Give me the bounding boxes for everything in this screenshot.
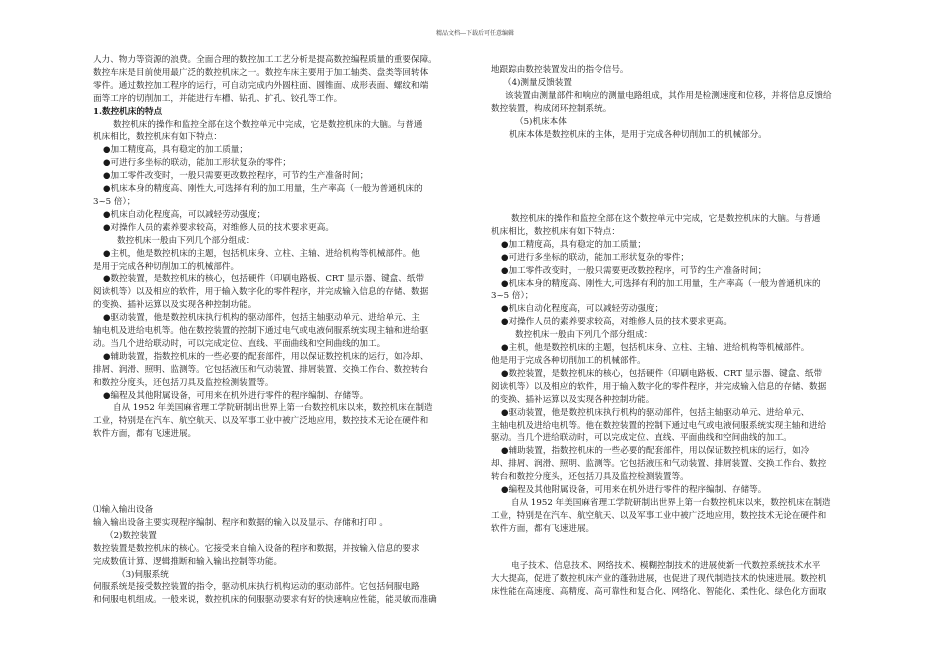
text-line: 的变换、插补运算以及实现各种控制功能。 bbox=[93, 300, 257, 311]
text-line: 数控车床是目前使用最广泛的数控机床之一。数控车床主要用于加工轴类、盘类等回转体 bbox=[93, 67, 429, 78]
text-line: 数控机床一般由下列几个部分组成： bbox=[515, 330, 653, 341]
right-development-block bbox=[491, 560, 886, 599]
text-line: ●驱动装置，他是数控机床执行机构的驱动部件，包括主轴驱动单元、进给单元、主 bbox=[103, 313, 420, 324]
text-line: 机床相比，数控机床有如下特点： bbox=[491, 226, 620, 237]
text-line: ●加工零件改变时，一般只需要更改数控程序，可节约生产准备时间； bbox=[103, 171, 369, 182]
text-line: 他是用于完成各种切削加工的机械部件。 bbox=[491, 355, 646, 366]
text-line: 工业，特别是在汽车、航空航天、以及军事工业中被广泛地应用，数控技术无论在硬件和 bbox=[93, 416, 429, 427]
text-line: ●主机，他是数控机床的主题，包括机床身、立柱、主轴、进给机构等机械部件。他 bbox=[103, 248, 420, 259]
text-line: 动。当几个进给联动时，可以完成定位、直线、平面曲线和空间曲线的加工。 bbox=[93, 338, 386, 349]
text-line: 软件方面，都有飞速进展。 bbox=[491, 523, 595, 534]
text-line: 数控装置，构成闭环控制系统。 bbox=[491, 103, 612, 114]
text-line: ●加工精度高，具有稳定的加工质量； bbox=[501, 239, 646, 250]
text-line: （2)数控装置 bbox=[105, 530, 157, 541]
text-line: ●编程及其他附属设备，可用来在机外进行零件的程序编制、存储等。 bbox=[501, 485, 767, 496]
text-line: 电子技术、信息技术、网络技术、模糊控制技术的进展使新一代数控系统技术水平 bbox=[511, 561, 821, 571]
text-line: 数控装置是数控机床的核心。它接受来自输入设备的程序和数据，并按输入信息的要求 bbox=[93, 543, 420, 554]
text-line: ●辅助装置，指数控机床的一些必要的配套部件，用以保证数控机床的运行，如冷却、 bbox=[103, 351, 429, 362]
right-intro-block bbox=[491, 64, 886, 141]
text-line: 和数控分度头，还包括刀具及监控检测装置等。 bbox=[93, 377, 274, 388]
text-line: 该装置由测量部件和响应的测量电路组成，其作用是检测速度和位移，并将信息反馈给 bbox=[505, 90, 832, 101]
text-line: 大大提高，促进了数控机床产业的蓬勃进展，也促进了现代制造技术的快速进展。数控机 bbox=[491, 573, 827, 584]
left-intro-block bbox=[93, 54, 486, 441]
text-line: 阅读机等）以及相应的软件，用于输入数字化的零件程序，并完成输入信息的存储、数据 bbox=[491, 381, 827, 392]
text-line: 转台和数控分度头，还包括刀具及监控检测装置等。 bbox=[491, 472, 689, 483]
text-line: 驱动。当几个进给联动时，可以完成定位、直线、平面曲线和空间曲线的加工。 bbox=[491, 433, 792, 444]
text-line: （3)伺服系统 bbox=[117, 569, 169, 580]
text-line: 床性能在高速度、高精度、高可靠性和复合化、网络化、智能化、柔性化、绿色化方面取 bbox=[491, 586, 827, 597]
text-line: 主轴电机及进给电机等。他在数控装置的控制下通过电气或电液伺服系统实现主轴和进给 bbox=[491, 420, 827, 431]
text-line: 数控机床的操作和监控全部在这个数控单元中完成，它是数控机床的大脑。与普通 bbox=[113, 119, 423, 130]
text-line: 地跟踪由数控装置发出的指令信号。 bbox=[491, 65, 629, 75]
text-line: 面等工序的切削加工，并能进行车槽、钻孔、扩孔、铰孔等工作。 bbox=[93, 93, 343, 104]
section-heading: 1.数控机床的特点 bbox=[93, 106, 163, 117]
text-line: ●驱动装置，他是数控机床执行机构的驱动部件，包括主轴驱动单元、进给单元、 bbox=[501, 407, 810, 418]
text-line: 排屑、润滑、照明、监测等。它包括液压和气动装置、排屑装置、交换工作台、数控转台 bbox=[93, 364, 429, 375]
text-line: ●可进行多坐标的联动，能加工形状复杂的零件； bbox=[501, 252, 689, 263]
text-line: 3~5 倍）； bbox=[491, 291, 534, 302]
text-line: 和伺服电机组成。一般来说，数控机床的伺服驱动要求有好的快速响应性能，能灵敏而准确 bbox=[93, 595, 437, 606]
text-line: 阅读机等）以及相应的软件，用于输入数字化的零件程序，并完成输入信息的存储、数据 bbox=[93, 287, 429, 298]
text-line: ●机床本身的精度高、刚性大,可选择有利的加工用量，生产率高（一般为普通机床的 bbox=[103, 184, 423, 195]
text-line: ●机床本身的精度高、刚性大,可选择有利的加工用量，生产率高（一般为普通机床的 bbox=[501, 278, 821, 289]
text-line: ●数控装置，是数控机床的核心，包括硬件（印刷电路板、CRT 显示器、键盒、纸带 bbox=[501, 368, 823, 379]
text-line: 却、排屑、润滑、照明、监测等。它包括液压和气动装置、排屑装置、交换工作台、数控 bbox=[491, 459, 827, 470]
text-line: 完成数值计算、逻辑推断和输入输出控制等功能。 bbox=[93, 556, 283, 567]
text-line: 人力、物力等资源的浪费。全面合理的数控加工工艺分析是提高数控编程质量的重要保障。 bbox=[93, 55, 437, 65]
left-column bbox=[93, 54, 486, 654]
text-line: ●编程及其他附属设备，可用来在机外进行零件的程序编制、存储等。 bbox=[103, 390, 369, 401]
text-line: 3~5 倍）； bbox=[93, 196, 136, 207]
text-line: ⑴输入输出设备 bbox=[93, 505, 154, 515]
text-line: 轴电机及进给电机等。他在数控装置的控制下通过电气或电液伺服系统实现主轴和进给驱 bbox=[93, 326, 429, 337]
text-line: ●机床自动化程度高，可以减轻劳动强度； bbox=[103, 209, 266, 220]
text-line: ●主机，他是数控机床的主题，包括机床身、立柱、主轴、进给机构等机械部件。 bbox=[501, 343, 810, 354]
text-line: ●加工零件改变时，一般只需要更改数控程序，可节约生产准备时间； bbox=[501, 265, 767, 276]
text-line: ●加工精度高，具有稳定的加工质量； bbox=[103, 145, 248, 156]
page-header: 精品文档---下载后可任意编辑 bbox=[435, 30, 515, 37]
text-line: ●数控装置，是数控机床的核心，包括硬件（印刷电路板、CRT 显示器、键盒、纸带 bbox=[103, 274, 425, 285]
text-line: 机床本体是数控机床的主体，是用于完成各种切削加工的机械部分。 bbox=[509, 129, 767, 140]
text-line: ●对操作人员的素养要求较高，对维修人员的技术要求更高。 bbox=[501, 317, 732, 328]
text-line: 软件方面，都有飞速进展。 bbox=[93, 429, 197, 440]
text-line: 自从 1952 年美国麻省理工学院研制出世界上第一台数控机床以来，数控机床在制造 bbox=[511, 497, 831, 508]
right-column bbox=[491, 64, 886, 664]
text-line: 伺服系统是接受数控装置的指令，驱动机床执行机构运动的驱动部件。它包括伺服电路 bbox=[93, 582, 420, 593]
text-line: 机床相比，数控机床有如下特点： bbox=[93, 132, 222, 143]
right-features-block bbox=[491, 213, 886, 536]
text-line: 的变换、插补运算以及实现各种控制功能。 bbox=[491, 394, 655, 405]
text-line: 零件。通过数控加工程序的运行，可自动完成内外圆柱面、圆锥面、成形表面、螺纹和端 bbox=[93, 80, 429, 91]
text-line: 是用于完成各种切削加工的机械部件。 bbox=[93, 261, 240, 272]
text-line: （4)测量反馈装置 bbox=[503, 77, 572, 88]
text-line: 数控机床的操作和监控全部在这个数控单元中完成，它是数控机床的大脑。与普通 bbox=[511, 214, 821, 224]
text-line: （5)机床本体 bbox=[515, 116, 567, 127]
text-line: ●机床自动化程度高，可以减轻劳动强度； bbox=[501, 304, 664, 315]
text-line: ●对操作人员的素养要求较高，对维修人员的技术要求更高。 bbox=[103, 222, 334, 233]
text-line: 数控机床一般由下列几个部分组成： bbox=[117, 235, 255, 246]
text-line: ●辅助装置，指数控机床的一些必要的配套部件，用以保证数控机床的运行，如冷 bbox=[501, 446, 810, 457]
text-line: ●可进行多坐标的联动，能加工形状复杂的零件； bbox=[103, 158, 291, 169]
text-line: 自从 1952 年美国麻省理工学院研制出世界上第一台数控机床以来，数控机床在制造 bbox=[113, 403, 433, 414]
left-components-block bbox=[93, 504, 486, 607]
text-line: 工业，特别是在汽车、航空航天、以及军事工业中被广泛地应用，数控技术无论在硬件和 bbox=[491, 510, 827, 521]
text-line: 输入输出设备主要实现程序编制、程序和数据的输入以及显示、存储和打印 。 bbox=[93, 517, 388, 528]
